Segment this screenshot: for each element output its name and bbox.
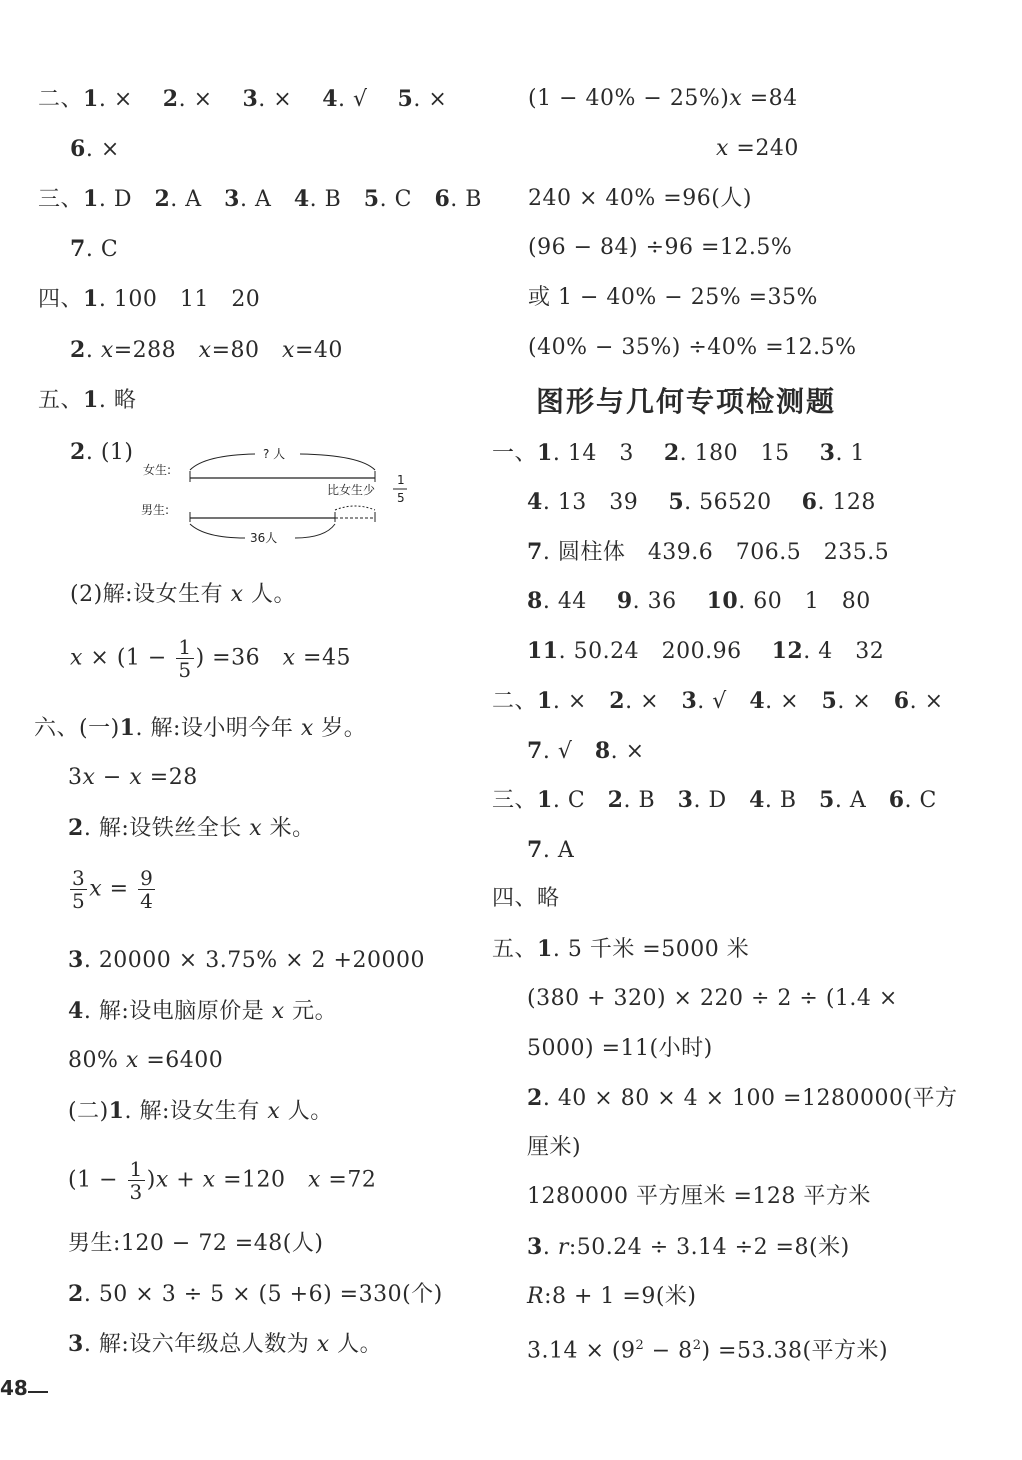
- answer-line: 二、1. × 2. × 3. √ 4. × 5. × 6. ×: [492, 688, 944, 714]
- answer-line: 或 1 − 40% − 25% =35%: [528, 285, 818, 310]
- line-segment-diagram: [135, 440, 425, 550]
- answer-line: 一、1. 14 3 2. 180 15 3. 1: [492, 440, 865, 466]
- answer-line: 五、1. 略: [38, 387, 137, 413]
- answer-line: 2. 解:设铁丝全长 x 米。: [68, 815, 315, 841]
- answer-line: 厘米): [527, 1135, 582, 1160]
- answer-line: 三、1. C 2. B 3. D 4. B 5. A 6. C: [492, 787, 937, 813]
- answer-line: 7. C: [70, 236, 119, 262]
- answer-line: (380 + 320) × 220 ÷ 2 ÷ (1.4 ×: [527, 986, 898, 1011]
- answer-line: 4. 解:设电脑原价是 x 元。: [68, 998, 338, 1024]
- answer-line: 240 × 40% =96(人): [528, 186, 752, 211]
- answer-line: 7. √ 8. ×: [527, 738, 645, 764]
- answer-line: 男生:120 − 72 =48(人): [68, 1231, 324, 1256]
- girls-label: 女生:: [143, 463, 172, 477]
- answer-line: (1 − $\frac{1}{3}$ )x + x =120 x =72: [68, 1157, 377, 1204]
- page-number: 48: [0, 1376, 28, 1400]
- answer-line: 3x − x =28: [68, 765, 198, 790]
- answer-line: 五、1. 5 千米 =5000 米: [492, 936, 750, 962]
- answer-line: 1280000 平方厘米 =128 平方米: [527, 1184, 871, 1209]
- answer-line: 3. 20000 × 3.75% × 2 +20000: [68, 947, 425, 973]
- answer-line: 2. (1): [70, 439, 134, 465]
- page-number-rule: [28, 1391, 48, 1393]
- count-label: 36人: [250, 531, 278, 545]
- answer-line: 三、1. D 2. A 3. A 4. B 5. C 6. B: [38, 186, 482, 212]
- answer-line: 7. A: [527, 837, 575, 863]
- frac-den: 5: [397, 491, 405, 505]
- section-title: 图形与几何专项检测题: [536, 385, 837, 418]
- answer-line: 2. x=288 x=80 x=40: [70, 337, 343, 363]
- answer-line: (1 − 40% − 25%)x =84: [528, 86, 798, 111]
- answer-line: 二、1. × 2. × 3. × 4. √ 5. ×: [38, 86, 448, 112]
- answer-line: $\frac{3}{5}$ x = $\frac{9}{4}$: [72, 866, 154, 913]
- answer-line: x × (1 − $\frac{1}{5}$ ) =36 x =45: [70, 635, 351, 682]
- answer-line: 4. 13 39 5. 56520 6. 128: [527, 489, 876, 515]
- answer-line: 5000) =11(小时): [527, 1036, 713, 1061]
- less-label: 比女生少: [327, 483, 376, 497]
- answer-line: 3. 解:设六年级总人数为 x 人。: [68, 1331, 383, 1357]
- answer-line: (40% − 35%) ÷40% =12.5%: [528, 335, 857, 360]
- unknown-label: ? 人: [263, 447, 286, 461]
- answer-line: 8. 44 9. 36 10. 60 1 80: [527, 588, 871, 614]
- boys-label: 男生:: [141, 503, 170, 517]
- answer-line: 80% x =6400: [68, 1048, 224, 1073]
- answer-line: $3.14 \times (9^2 - 8^2) =53.38$(平方米): [527, 1338, 889, 1364]
- answer-line: x =240: [716, 136, 799, 161]
- answer-line: R:8 + 1 =9(米): [527, 1284, 697, 1309]
- answer-line: 11. 50.24 200.96 12. 4 32: [527, 638, 885, 664]
- answer-line: 六、(一)1. 解:设小明今年 x 岁。: [34, 715, 367, 741]
- answer-line: 3. r:50.24 ÷ 3.14 ÷2 =8(米): [527, 1234, 850, 1260]
- answer-line: (96 − 84) ÷96 =12.5%: [528, 235, 793, 260]
- answer-line: (二)1. 解:设女生有 x 人。: [68, 1098, 333, 1124]
- answer-line: 6. ×: [70, 136, 120, 162]
- answer-line: 四、1. 100 11 20: [38, 286, 261, 312]
- frac-num: 1: [397, 473, 405, 487]
- answer-line: 2. 40 × 80 × 4 × 100 =1280000(平方: [527, 1085, 958, 1111]
- answer-line: 四、略: [492, 886, 560, 911]
- answer-line: 2. 50 × 3 ÷ 5 × (5 +6) =330(个): [68, 1281, 443, 1307]
- answer-line: 7. 圆柱体 439.6 706.5 235.5: [527, 539, 890, 565]
- answer-line: (2)解:设女生有 x 人。: [70, 582, 296, 607]
